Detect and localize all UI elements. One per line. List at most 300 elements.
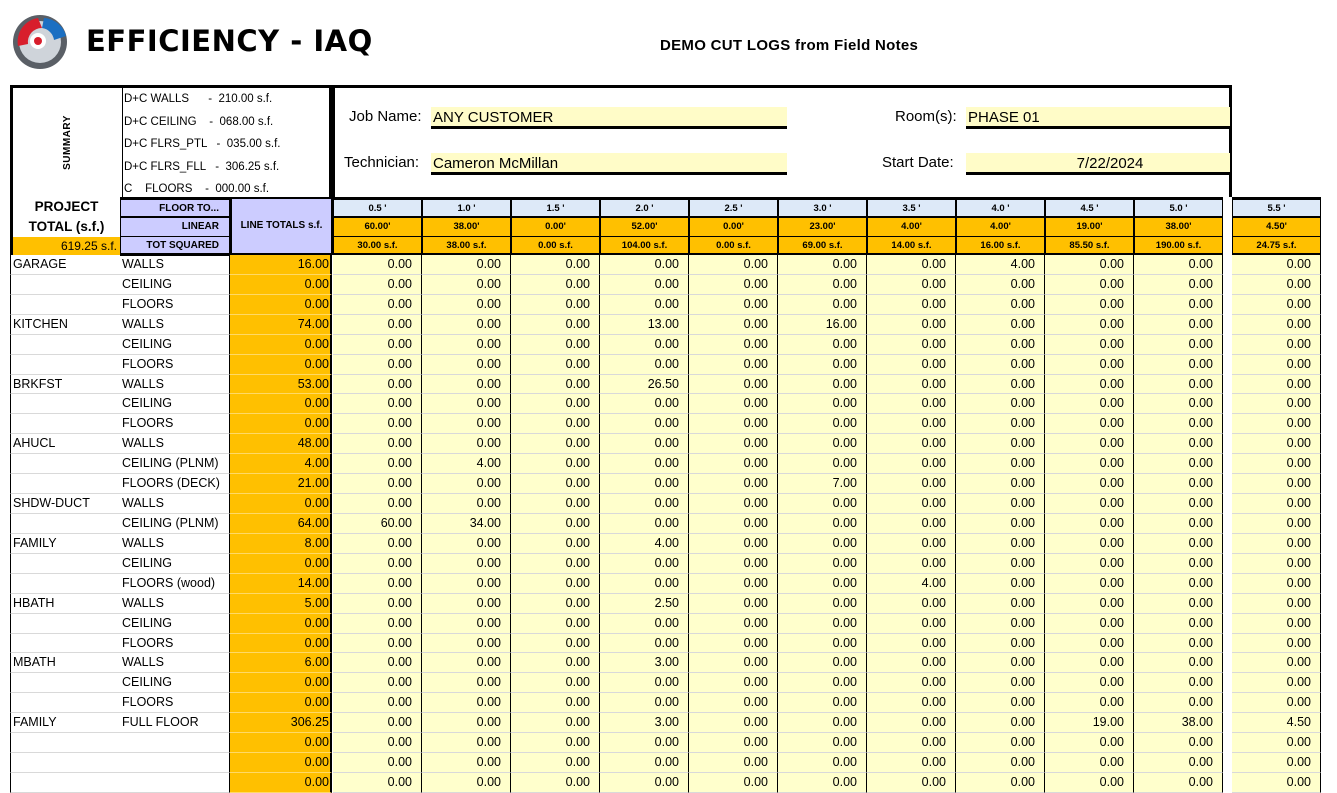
measurement-cell[interactable]: 0.00 xyxy=(422,474,511,494)
measurement-cell[interactable]: 0.00 xyxy=(422,753,511,773)
measurement-cell[interactable]: 0.00 xyxy=(867,693,956,713)
measurement-cell[interactable]: 0.00 xyxy=(1134,335,1223,355)
measurement-cell[interactable]: 0.00 xyxy=(956,414,1045,434)
measurement-cell[interactable]: 0.00 xyxy=(867,713,956,733)
measurement-cell[interactable]: 0.00 xyxy=(511,773,600,793)
measurement-cell[interactable]: 0.00 xyxy=(1045,355,1134,375)
room-name-cell[interactable] xyxy=(10,554,120,574)
measurement-cell[interactable]: 0.00 xyxy=(422,434,511,454)
measurement-cell[interactable]: 0.00 xyxy=(333,634,422,654)
measurement-cell[interactable]: 0.00 xyxy=(1232,693,1321,713)
measurement-cell[interactable]: 0.00 xyxy=(333,255,422,275)
job-name-field[interactable]: ANY CUSTOMER xyxy=(431,107,787,129)
measurement-cell[interactable]: 0.00 xyxy=(1134,514,1223,534)
measurement-cell[interactable]: 0.00 xyxy=(1134,454,1223,474)
surface-type-cell[interactable]: FLOORS xyxy=(120,355,230,375)
measurement-cell[interactable]: 0.00 xyxy=(1232,514,1321,534)
measurement-cell[interactable]: 0.00 xyxy=(689,255,778,275)
measurement-cell[interactable]: 0.00 xyxy=(1134,614,1223,634)
measurement-cell[interactable]: 0.00 xyxy=(778,255,867,275)
measurement-cell[interactable]: 0.00 xyxy=(689,375,778,395)
measurement-cell[interactable]: 0.00 xyxy=(867,634,956,654)
measurement-cell[interactable]: 19.00 xyxy=(1045,713,1134,733)
measurement-cell[interactable]: 0.00 xyxy=(867,355,956,375)
measurement-cell[interactable]: 0.00 xyxy=(956,554,1045,574)
room-name-cell[interactable] xyxy=(10,753,120,773)
measurement-cell[interactable]: 4.00 xyxy=(600,534,689,554)
measurement-cell[interactable]: 0.00 xyxy=(511,414,600,434)
measurement-cell[interactable]: 0.00 xyxy=(689,315,778,335)
room-name-cell[interactable]: AHUCL xyxy=(10,434,120,454)
measurement-cell[interactable]: 0.00 xyxy=(422,773,511,793)
measurement-cell[interactable]: 0.00 xyxy=(1134,554,1223,574)
surface-type-cell[interactable]: FLOORS xyxy=(120,414,230,434)
measurement-cell[interactable]: 0.00 xyxy=(1134,375,1223,395)
room-name-cell[interactable]: KITCHEN xyxy=(10,315,120,335)
room-name-cell[interactable]: MBATH xyxy=(10,653,120,673)
measurement-cell[interactable]: 0.00 xyxy=(600,394,689,414)
measurement-cell[interactable]: 7.00 xyxy=(778,474,867,494)
measurement-cell[interactable]: 0.00 xyxy=(333,753,422,773)
measurement-cell[interactable]: 0.00 xyxy=(1232,295,1321,315)
measurement-cell[interactable]: 0.00 xyxy=(1134,275,1223,295)
measurement-cell[interactable]: 0.00 xyxy=(778,494,867,514)
measurement-cell[interactable]: 0.00 xyxy=(1045,534,1134,554)
measurement-cell[interactable]: 0.00 xyxy=(422,375,511,395)
measurement-cell[interactable]: 0.00 xyxy=(689,713,778,733)
measurement-cell[interactable]: 0.00 xyxy=(689,653,778,673)
measurement-cell[interactable]: 0.00 xyxy=(778,335,867,355)
measurement-cell[interactable]: 0.00 xyxy=(778,653,867,673)
room-name-cell[interactable] xyxy=(10,733,120,753)
measurement-cell[interactable]: 0.00 xyxy=(511,394,600,414)
measurement-cell[interactable]: 0.00 xyxy=(600,673,689,693)
measurement-cell[interactable]: 0.00 xyxy=(422,335,511,355)
measurement-cell[interactable]: 0.00 xyxy=(778,414,867,434)
measurement-cell[interactable]: 0.00 xyxy=(333,434,422,454)
measurement-cell[interactable]: 0.00 xyxy=(1232,614,1321,634)
measurement-cell[interactable]: 0.00 xyxy=(1232,534,1321,554)
technician-field[interactable]: Cameron McMillan xyxy=(431,153,787,175)
measurement-cell[interactable]: 0.00 xyxy=(333,733,422,753)
measurement-cell[interactable]: 4.00 xyxy=(867,574,956,594)
measurement-cell[interactable]: 0.00 xyxy=(689,514,778,534)
measurement-cell[interactable]: 0.00 xyxy=(333,673,422,693)
measurement-cell[interactable]: 0.00 xyxy=(422,594,511,614)
measurement-cell[interactable]: 0.00 xyxy=(1134,574,1223,594)
room-name-cell[interactable] xyxy=(10,414,120,434)
measurement-cell[interactable]: 0.00 xyxy=(1045,514,1134,534)
measurement-cell[interactable]: 0.00 xyxy=(1045,634,1134,654)
measurement-cell[interactable]: 0.00 xyxy=(956,494,1045,514)
measurement-cell[interactable]: 0.00 xyxy=(333,614,422,634)
surface-type-cell[interactable]: CEILING xyxy=(120,335,230,355)
measurement-cell[interactable]: 0.00 xyxy=(422,554,511,574)
measurement-cell[interactable]: 0.00 xyxy=(1045,255,1134,275)
surface-type-cell[interactable]: FULL FLOOR xyxy=(120,713,230,733)
measurement-cell[interactable]: 0.00 xyxy=(1134,693,1223,713)
measurement-cell[interactable]: 0.00 xyxy=(422,315,511,335)
measurement-cell[interactable]: 0.00 xyxy=(956,315,1045,335)
measurement-cell[interactable]: 0.00 xyxy=(511,355,600,375)
measurement-cell[interactable]: 0.00 xyxy=(1232,773,1321,793)
measurement-cell[interactable]: 0.00 xyxy=(1134,315,1223,335)
room-name-cell[interactable]: SHDW-DUCT xyxy=(10,494,120,514)
measurement-cell[interactable]: 0.00 xyxy=(600,753,689,773)
measurement-cell[interactable]: 0.00 xyxy=(333,693,422,713)
measurement-cell[interactable]: 0.00 xyxy=(333,773,422,793)
measurement-cell[interactable]: 0.00 xyxy=(778,574,867,594)
measurement-cell[interactable]: 0.00 xyxy=(511,693,600,713)
measurement-cell[interactable]: 0.00 xyxy=(689,474,778,494)
measurement-cell[interactable]: 0.00 xyxy=(867,494,956,514)
measurement-cell[interactable]: 0.00 xyxy=(778,394,867,414)
measurement-cell[interactable]: 0.00 xyxy=(689,733,778,753)
measurement-cell[interactable]: 0.00 xyxy=(600,574,689,594)
measurement-cell[interactable]: 0.00 xyxy=(689,335,778,355)
measurement-cell[interactable]: 0.00 xyxy=(511,434,600,454)
measurement-cell[interactable]: 0.00 xyxy=(600,255,689,275)
measurement-cell[interactable]: 0.00 xyxy=(1045,315,1134,335)
measurement-cell[interactable]: 0.00 xyxy=(333,474,422,494)
measurement-cell[interactable]: 0.00 xyxy=(333,315,422,335)
measurement-cell[interactable]: 0.00 xyxy=(1232,375,1321,395)
measurement-cell[interactable]: 4.50 xyxy=(1232,713,1321,733)
measurement-cell[interactable]: 0.00 xyxy=(511,713,600,733)
measurement-cell[interactable]: 0.00 xyxy=(333,454,422,474)
measurement-cell[interactable]: 0.00 xyxy=(1134,295,1223,315)
measurement-cell[interactable]: 0.00 xyxy=(422,733,511,753)
measurement-cell[interactable]: 0.00 xyxy=(956,514,1045,534)
measurement-cell[interactable]: 0.00 xyxy=(1134,534,1223,554)
measurement-cell[interactable]: 0.00 xyxy=(511,514,600,534)
measurement-cell[interactable]: 0.00 xyxy=(867,614,956,634)
measurement-cell[interactable]: 0.00 xyxy=(956,355,1045,375)
measurement-cell[interactable]: 0.00 xyxy=(1232,634,1321,654)
measurement-cell[interactable]: 0.00 xyxy=(956,693,1045,713)
measurement-cell[interactable]: 0.00 xyxy=(1232,414,1321,434)
measurement-cell[interactable]: 0.00 xyxy=(333,594,422,614)
measurement-cell[interactable]: 0.00 xyxy=(1045,434,1134,454)
measurement-cell[interactable]: 0.00 xyxy=(778,434,867,454)
measurement-cell[interactable]: 0.00 xyxy=(511,634,600,654)
measurement-cell[interactable]: 0.00 xyxy=(778,753,867,773)
measurement-cell[interactable]: 0.00 xyxy=(956,295,1045,315)
measurement-cell[interactable]: 34.00 xyxy=(422,514,511,534)
measurement-cell[interactable]: 0.00 xyxy=(867,394,956,414)
measurement-cell[interactable]: 0.00 xyxy=(1045,474,1134,494)
measurement-cell[interactable]: 0.00 xyxy=(600,494,689,514)
measurement-cell[interactable]: 0.00 xyxy=(333,534,422,554)
room-name-cell[interactable] xyxy=(10,693,120,713)
measurement-cell[interactable]: 0.00 xyxy=(689,773,778,793)
room-name-cell[interactable] xyxy=(10,394,120,414)
measurement-cell[interactable]: 0.00 xyxy=(600,733,689,753)
surface-type-cell[interactable]: WALLS xyxy=(120,255,230,275)
measurement-cell[interactable]: 0.00 xyxy=(867,295,956,315)
measurement-cell[interactable]: 0.00 xyxy=(689,394,778,414)
measurement-cell[interactable]: 0.00 xyxy=(600,355,689,375)
measurement-cell[interactable]: 0.00 xyxy=(1232,653,1321,673)
measurement-cell[interactable]: 0.00 xyxy=(511,255,600,275)
measurement-cell[interactable]: 0.00 xyxy=(422,295,511,315)
measurement-cell[interactable]: 0.00 xyxy=(778,514,867,534)
surface-type-cell[interactable]: WALLS xyxy=(120,494,230,514)
surface-type-cell[interactable] xyxy=(120,733,230,753)
measurement-cell[interactable]: 0.00 xyxy=(1232,753,1321,773)
measurement-cell[interactable]: 0.00 xyxy=(511,594,600,614)
measurement-cell[interactable]: 0.00 xyxy=(867,454,956,474)
measurement-cell[interactable]: 0.00 xyxy=(689,673,778,693)
measurement-cell[interactable]: 0.00 xyxy=(1045,574,1134,594)
measurement-cell[interactable]: 0.00 xyxy=(956,434,1045,454)
measurement-cell[interactable]: 0.00 xyxy=(422,614,511,634)
measurement-cell[interactable]: 0.00 xyxy=(511,733,600,753)
measurement-cell[interactable]: 0.00 xyxy=(689,693,778,713)
measurement-cell[interactable]: 0.00 xyxy=(867,673,956,693)
measurement-cell[interactable]: 13.00 xyxy=(600,315,689,335)
measurement-cell[interactable]: 0.00 xyxy=(511,554,600,574)
measurement-cell[interactable]: 0.00 xyxy=(1045,375,1134,395)
measurement-cell[interactable]: 0.00 xyxy=(333,414,422,434)
measurement-cell[interactable]: 0.00 xyxy=(600,773,689,793)
measurement-cell[interactable]: 0.00 xyxy=(511,295,600,315)
measurement-cell[interactable]: 0.00 xyxy=(778,673,867,693)
measurement-cell[interactable]: 0.00 xyxy=(333,335,422,355)
measurement-cell[interactable]: 0.00 xyxy=(333,494,422,514)
measurement-cell[interactable]: 0.00 xyxy=(600,295,689,315)
room-name-cell[interactable] xyxy=(10,514,120,534)
room-name-cell[interactable] xyxy=(10,673,120,693)
measurement-cell[interactable]: 0.00 xyxy=(956,753,1045,773)
measurement-cell[interactable]: 0.00 xyxy=(689,295,778,315)
measurement-cell[interactable]: 0.00 xyxy=(600,693,689,713)
measurement-cell[interactable]: 0.00 xyxy=(689,753,778,773)
measurement-cell[interactable]: 0.00 xyxy=(1134,773,1223,793)
measurement-cell[interactable]: 0.00 xyxy=(1232,594,1321,614)
measurement-cell[interactable]: 0.00 xyxy=(333,295,422,315)
surface-type-cell[interactable]: FLOORS xyxy=(120,693,230,713)
surface-type-cell[interactable]: CEILING xyxy=(120,614,230,634)
measurement-cell[interactable]: 0.00 xyxy=(1232,554,1321,574)
room-name-cell[interactable]: FAMILY xyxy=(10,534,120,554)
measurement-cell[interactable]: 0.00 xyxy=(778,295,867,315)
measurement-cell[interactable]: 0.00 xyxy=(422,255,511,275)
measurement-cell[interactable]: 2.50 xyxy=(600,594,689,614)
surface-type-cell[interactable]: CEILING (PLNM) xyxy=(120,514,230,534)
measurement-cell[interactable]: 0.00 xyxy=(1134,733,1223,753)
start-date-field[interactable]: 7/22/2024 xyxy=(966,153,1230,175)
measurement-cell[interactable]: 0.00 xyxy=(1045,494,1134,514)
surface-type-cell[interactable]: WALLS xyxy=(120,375,230,395)
measurement-cell[interactable]: 0.00 xyxy=(867,534,956,554)
measurement-cell[interactable]: 0.00 xyxy=(511,335,600,355)
measurement-cell[interactable]: 0.00 xyxy=(422,713,511,733)
measurement-cell[interactable]: 0.00 xyxy=(1232,394,1321,414)
surface-type-cell[interactable]: WALLS xyxy=(120,534,230,554)
measurement-cell[interactable]: 0.00 xyxy=(511,275,600,295)
measurement-cell[interactable]: 0.00 xyxy=(778,454,867,474)
measurement-cell[interactable]: 0.00 xyxy=(422,534,511,554)
measurement-cell[interactable]: 0.00 xyxy=(1045,733,1134,753)
measurement-cell[interactable]: 0.00 xyxy=(778,355,867,375)
measurement-cell[interactable]: 0.00 xyxy=(511,454,600,474)
measurement-cell[interactable]: 4.00 xyxy=(956,255,1045,275)
measurement-cell[interactable]: 0.00 xyxy=(1232,673,1321,693)
room-name-cell[interactable] xyxy=(10,275,120,295)
measurement-cell[interactable]: 0.00 xyxy=(422,355,511,375)
measurement-cell[interactable]: 26.50 xyxy=(600,375,689,395)
measurement-cell[interactable]: 0.00 xyxy=(1045,673,1134,693)
measurement-cell[interactable]: 0.00 xyxy=(689,434,778,454)
measurement-cell[interactable]: 0.00 xyxy=(1045,693,1134,713)
measurement-cell[interactable]: 0.00 xyxy=(600,414,689,434)
measurement-cell[interactable]: 0.00 xyxy=(511,753,600,773)
room-name-cell[interactable] xyxy=(10,634,120,654)
measurement-cell[interactable]: 0.00 xyxy=(1134,255,1223,275)
measurement-cell[interactable]: 0.00 xyxy=(867,255,956,275)
measurement-cell[interactable]: 3.00 xyxy=(600,653,689,673)
measurement-cell[interactable]: 60.00 xyxy=(333,514,422,534)
measurement-cell[interactable]: 0.00 xyxy=(1045,454,1134,474)
room-name-cell[interactable]: BRKFST xyxy=(10,375,120,395)
measurement-cell[interactable]: 0.00 xyxy=(600,634,689,654)
measurement-cell[interactable]: 0.00 xyxy=(956,474,1045,494)
measurement-cell[interactable]: 0.00 xyxy=(956,454,1045,474)
measurement-cell[interactable]: 0.00 xyxy=(511,653,600,673)
measurement-cell[interactable]: 0.00 xyxy=(778,614,867,634)
measurement-cell[interactable]: 0.00 xyxy=(333,713,422,733)
room-name-cell[interactable] xyxy=(10,454,120,474)
measurement-cell[interactable]: 0.00 xyxy=(600,514,689,534)
measurement-cell[interactable]: 0.00 xyxy=(1134,673,1223,693)
room-name-cell[interactable]: HBATH xyxy=(10,594,120,614)
measurement-cell[interactable]: 0.00 xyxy=(778,275,867,295)
measurement-cell[interactable]: 0.00 xyxy=(1232,733,1321,753)
measurement-cell[interactable]: 0.00 xyxy=(1134,634,1223,654)
measurement-cell[interactable]: 0.00 xyxy=(956,614,1045,634)
measurement-cell[interactable]: 0.00 xyxy=(1045,753,1134,773)
measurement-cell[interactable]: 0.00 xyxy=(956,653,1045,673)
measurement-cell[interactable]: 0.00 xyxy=(1134,355,1223,375)
measurement-cell[interactable]: 0.00 xyxy=(956,534,1045,554)
measurement-cell[interactable]: 0.00 xyxy=(600,554,689,574)
measurement-cell[interactable]: 0.00 xyxy=(867,753,956,773)
surface-type-cell[interactable]: FLOORS (wood) xyxy=(120,574,230,594)
measurement-cell[interactable]: 0.00 xyxy=(511,534,600,554)
measurement-cell[interactable]: 0.00 xyxy=(867,414,956,434)
surface-type-cell[interactable]: CEILING xyxy=(120,394,230,414)
measurement-cell[interactable]: 0.00 xyxy=(600,454,689,474)
measurement-cell[interactable]: 0.00 xyxy=(511,315,600,335)
measurement-cell[interactable]: 0.00 xyxy=(956,733,1045,753)
measurement-cell[interactable]: 0.00 xyxy=(867,514,956,534)
measurement-cell[interactable]: 0.00 xyxy=(689,554,778,574)
measurement-cell[interactable]: 0.00 xyxy=(333,375,422,395)
measurement-cell[interactable]: 0.00 xyxy=(1045,394,1134,414)
measurement-cell[interactable]: 0.00 xyxy=(1045,275,1134,295)
measurement-cell[interactable]: 0.00 xyxy=(1232,275,1321,295)
room-name-cell[interactable] xyxy=(10,574,120,594)
surface-type-cell[interactable]: FLOORS xyxy=(120,295,230,315)
room-name-cell[interactable] xyxy=(10,614,120,634)
measurement-cell[interactable]: 0.00 xyxy=(956,594,1045,614)
measurement-cell[interactable]: 0.00 xyxy=(422,673,511,693)
measurement-cell[interactable]: 0.00 xyxy=(956,375,1045,395)
room-name-cell[interactable] xyxy=(10,355,120,375)
measurement-cell[interactable]: 0.00 xyxy=(422,275,511,295)
measurement-cell[interactable]: 0.00 xyxy=(1232,335,1321,355)
measurement-cell[interactable]: 0.00 xyxy=(422,693,511,713)
measurement-cell[interactable]: 0.00 xyxy=(422,494,511,514)
measurement-cell[interactable]: 0.00 xyxy=(1232,494,1321,514)
surface-type-cell[interactable] xyxy=(120,753,230,773)
measurement-cell[interactable]: 0.00 xyxy=(867,375,956,395)
measurement-cell[interactable]: 0.00 xyxy=(511,474,600,494)
measurement-cell[interactable]: 0.00 xyxy=(1134,594,1223,614)
measurement-cell[interactable]: 3.00 xyxy=(600,713,689,733)
measurement-cell[interactable]: 0.00 xyxy=(1232,255,1321,275)
measurement-cell[interactable]: 0.00 xyxy=(1232,355,1321,375)
measurement-cell[interactable]: 0.00 xyxy=(1232,574,1321,594)
measurement-cell[interactable]: 4.00 xyxy=(422,454,511,474)
measurement-cell[interactable]: 0.00 xyxy=(422,574,511,594)
measurement-cell[interactable]: 0.00 xyxy=(689,275,778,295)
measurement-cell[interactable]: 0.00 xyxy=(422,653,511,673)
measurement-cell[interactable]: 0.00 xyxy=(1134,394,1223,414)
measurement-cell[interactable]: 0.00 xyxy=(778,594,867,614)
surface-type-cell[interactable]: WALLS xyxy=(120,594,230,614)
measurement-cell[interactable]: 0.00 xyxy=(600,614,689,634)
room-name-cell[interactable] xyxy=(10,295,120,315)
measurement-cell[interactable]: 0.00 xyxy=(1045,773,1134,793)
measurement-cell[interactable]: 0.00 xyxy=(511,375,600,395)
surface-type-cell[interactable]: CEILING xyxy=(120,673,230,693)
measurement-cell[interactable]: 0.00 xyxy=(778,773,867,793)
measurement-cell[interactable]: 0.00 xyxy=(956,574,1045,594)
measurement-cell[interactable]: 0.00 xyxy=(1045,295,1134,315)
measurement-cell[interactable]: 0.00 xyxy=(600,474,689,494)
measurement-cell[interactable]: 0.00 xyxy=(956,713,1045,733)
measurement-cell[interactable]: 0.00 xyxy=(1232,454,1321,474)
measurement-cell[interactable]: 0.00 xyxy=(1045,594,1134,614)
measurement-cell[interactable]: 16.00 xyxy=(778,315,867,335)
measurement-cell[interactable]: 0.00 xyxy=(1134,414,1223,434)
measurement-cell[interactable]: 0.00 xyxy=(1045,614,1134,634)
measurement-cell[interactable]: 0.00 xyxy=(956,773,1045,793)
measurement-cell[interactable]: 0.00 xyxy=(867,335,956,355)
surface-type-cell[interactable]: CEILING xyxy=(120,275,230,295)
measurement-cell[interactable]: 0.00 xyxy=(689,594,778,614)
measurement-cell[interactable]: 0.00 xyxy=(1134,494,1223,514)
measurement-cell[interactable]: 0.00 xyxy=(1134,434,1223,454)
measurement-cell[interactable]: 0.00 xyxy=(600,434,689,454)
measurement-cell[interactable]: 0.00 xyxy=(1045,414,1134,434)
measurement-cell[interactable]: 0.00 xyxy=(1134,753,1223,773)
rooms-field[interactable]: PHASE 01 xyxy=(966,107,1230,129)
measurement-cell[interactable]: 0.00 xyxy=(422,634,511,654)
measurement-cell[interactable]: 0.00 xyxy=(422,394,511,414)
measurement-cell[interactable]: 0.00 xyxy=(1134,653,1223,673)
measurement-cell[interactable]: 0.00 xyxy=(689,614,778,634)
measurement-cell[interactable]: 0.00 xyxy=(778,534,867,554)
measurement-cell[interactable]: 0.00 xyxy=(511,574,600,594)
surface-type-cell[interactable]: WALLS xyxy=(120,315,230,335)
measurement-cell[interactable]: 0.00 xyxy=(1232,474,1321,494)
measurement-cell[interactable]: 0.00 xyxy=(600,275,689,295)
measurement-cell[interactable]: 0.00 xyxy=(867,594,956,614)
measurement-cell[interactable]: 0.00 xyxy=(867,315,956,335)
